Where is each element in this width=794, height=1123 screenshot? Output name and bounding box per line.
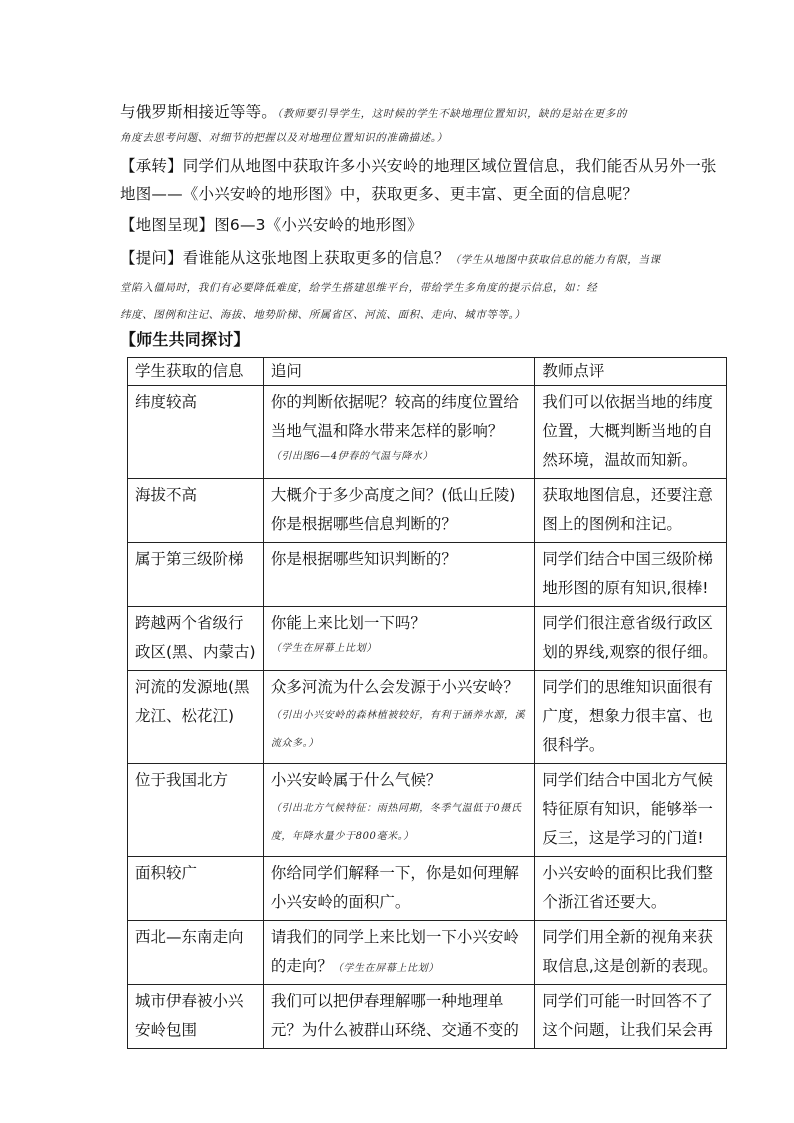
cell-note: （学生在屏幕上比划） [332, 963, 439, 974]
info-cell: 位于我国北方 [128, 764, 264, 857]
question-cell: 我们可以把伊春理解哪一种地理单元？为什么被群山环绕、交通不变的 [263, 985, 535, 1049]
table-row [128, 857, 727, 921]
table-row [128, 607, 727, 671]
cell-note: （引出北方气候特征：雨热同期，冬季气温低于0摄氏度，年降水量少于800毫米。） [270, 803, 522, 842]
intro-line-2 [120, 124, 730, 150]
comment-cell: 同学们用全新的视角来获取信息,这是创新的表现。 [535, 921, 727, 985]
teacher-note: （教师要引导学生，这时候的学生不缺地理位置知识，缺的是站在更多的 [277, 108, 627, 120]
section-heading: 【师生共同探讨】 [120, 330, 250, 349]
cell-note: （引出小兴安岭的森林植被较好，有利于涵养水源，溪流众多。） [270, 710, 526, 749]
column-header: 学生获取的信息 [128, 358, 264, 386]
table-row [128, 386, 727, 479]
comment-cell: 获取地图信息，还要注意图上的图例和注记。 [535, 479, 727, 543]
question-cell: 大概介于多少高度之间？(低山丘陵)你是根据哪些信息判断的？ [263, 479, 535, 543]
column-header: 追问 [263, 358, 535, 386]
info-cell: 跨越两个省级行政区(黑、内蒙古) [128, 607, 264, 671]
comment-cell: 同学们很注意省级行政区划的界线,观察的很仔细。 [535, 607, 727, 671]
discussion-table [127, 357, 727, 1049]
cell-note: （引出图6—4伊春的气温与降水） [270, 451, 434, 462]
question-text: 【提问】看谁能从这张地图上获取更多的信息？ [120, 249, 450, 267]
teacher-note: 角度去思考问题、对细节的把握以及对地理位置知识的准确描述。） [120, 132, 448, 144]
info-cell: 属于第三级阶梯 [128, 543, 264, 607]
info-cell: 面积较广 [128, 857, 264, 921]
teacher-note: （学生从地图中获取信息的能力有限，当课 [449, 254, 661, 266]
intro-line-1 [120, 100, 730, 126]
question-cell: 众多河流为什么会发源于小兴安岭？ （引出小兴安岭的森林植被较好，有利于涵养水源，溪流众多。） [263, 671, 535, 764]
table-row [128, 543, 727, 607]
comment-cell: 同学们结合中国北方气候特征原有知识，能够举一反三，这是学习的门道! [535, 764, 727, 857]
cell-note: （学生在屏幕上比划） [270, 643, 377, 654]
table-row [128, 479, 727, 543]
comment-cell: 同学们的思维知识面很有广度，想象力很丰富、也很科学。 [535, 671, 727, 764]
comment-cell: 同学们结合中国三级阶梯地形图的原有知识,很棒! [535, 543, 727, 607]
comment-cell: 同学们可能一时回答不了这个问题，让我们呆会再 [535, 985, 727, 1049]
question-cell: 请我们的同学上来比划一下小兴安岭的走向？（学生在屏幕上比划） [263, 921, 535, 985]
table-row [128, 764, 727, 857]
question-line [120, 246, 730, 272]
question-note-line: 纬度、图例和注记、海拔、地势阶梯、所属省区、河流、面积、走向、城市等等。） [120, 309, 526, 321]
question-note-line: 堂陷入僵局时，我们有必要降低难度，给学生搭建思维平台，带给学生多角度的提示信息，如：经 [120, 282, 598, 294]
info-cell: 纬度较高 [128, 386, 264, 479]
info-cell: 城市伊春被小兴安岭包围 [128, 985, 264, 1049]
intro-text: 与俄罗斯相接近等等。 [120, 103, 278, 121]
transition-paragraph: 【承转】同学们从地图中获取许多小兴安岭的地理区域位置信息，我们能否从另外一张 [120, 157, 717, 175]
column-header: 教师点评 [535, 358, 727, 386]
question-cell: 你是根据哪些知识判断的？ [263, 543, 535, 607]
info-cell: 海拔不高 [128, 479, 264, 543]
table-row [128, 921, 727, 985]
table-row [128, 671, 727, 764]
question-cell: 你能上来比划一下吗？ （学生在屏幕上比划） [263, 607, 535, 671]
map-presentation: 【地图呈现】图6—3《小兴安岭的地形图》 [120, 216, 423, 234]
question-cell: 你的判断依据呢？较高的纬度位置给当地气温和降水带来怎样的影响？ （引出图6—4伊春的气温与降水） [263, 386, 535, 479]
comment-cell: 小兴安岭的面积比我们整个浙江省还要大。 [535, 857, 727, 921]
transition-paragraph-cont: 地图——《小兴安岭的地形图》中，获取更多、更丰富、更全面的信息呢？ [120, 185, 639, 203]
table-row [128, 985, 727, 1049]
question-cell: 小兴安岭属于什么气候？ （引出北方气候特征：雨热同期，冬季气温低于0摄氏度，年降水量少于800毫米。） [263, 764, 535, 857]
comment-cell: 我们可以依据当地的纬度位置，大概判断当地的自然环境，温故而知新。 [535, 386, 727, 479]
question-cell: 你给同学们解释一下，你是如何理解小兴安岭的面积广。 [263, 857, 535, 921]
info-cell: 西北—东南走向 [128, 921, 264, 985]
info-cell: 河流的发源地(黑龙江、松花江) [128, 671, 264, 764]
table-header-row [128, 358, 727, 386]
